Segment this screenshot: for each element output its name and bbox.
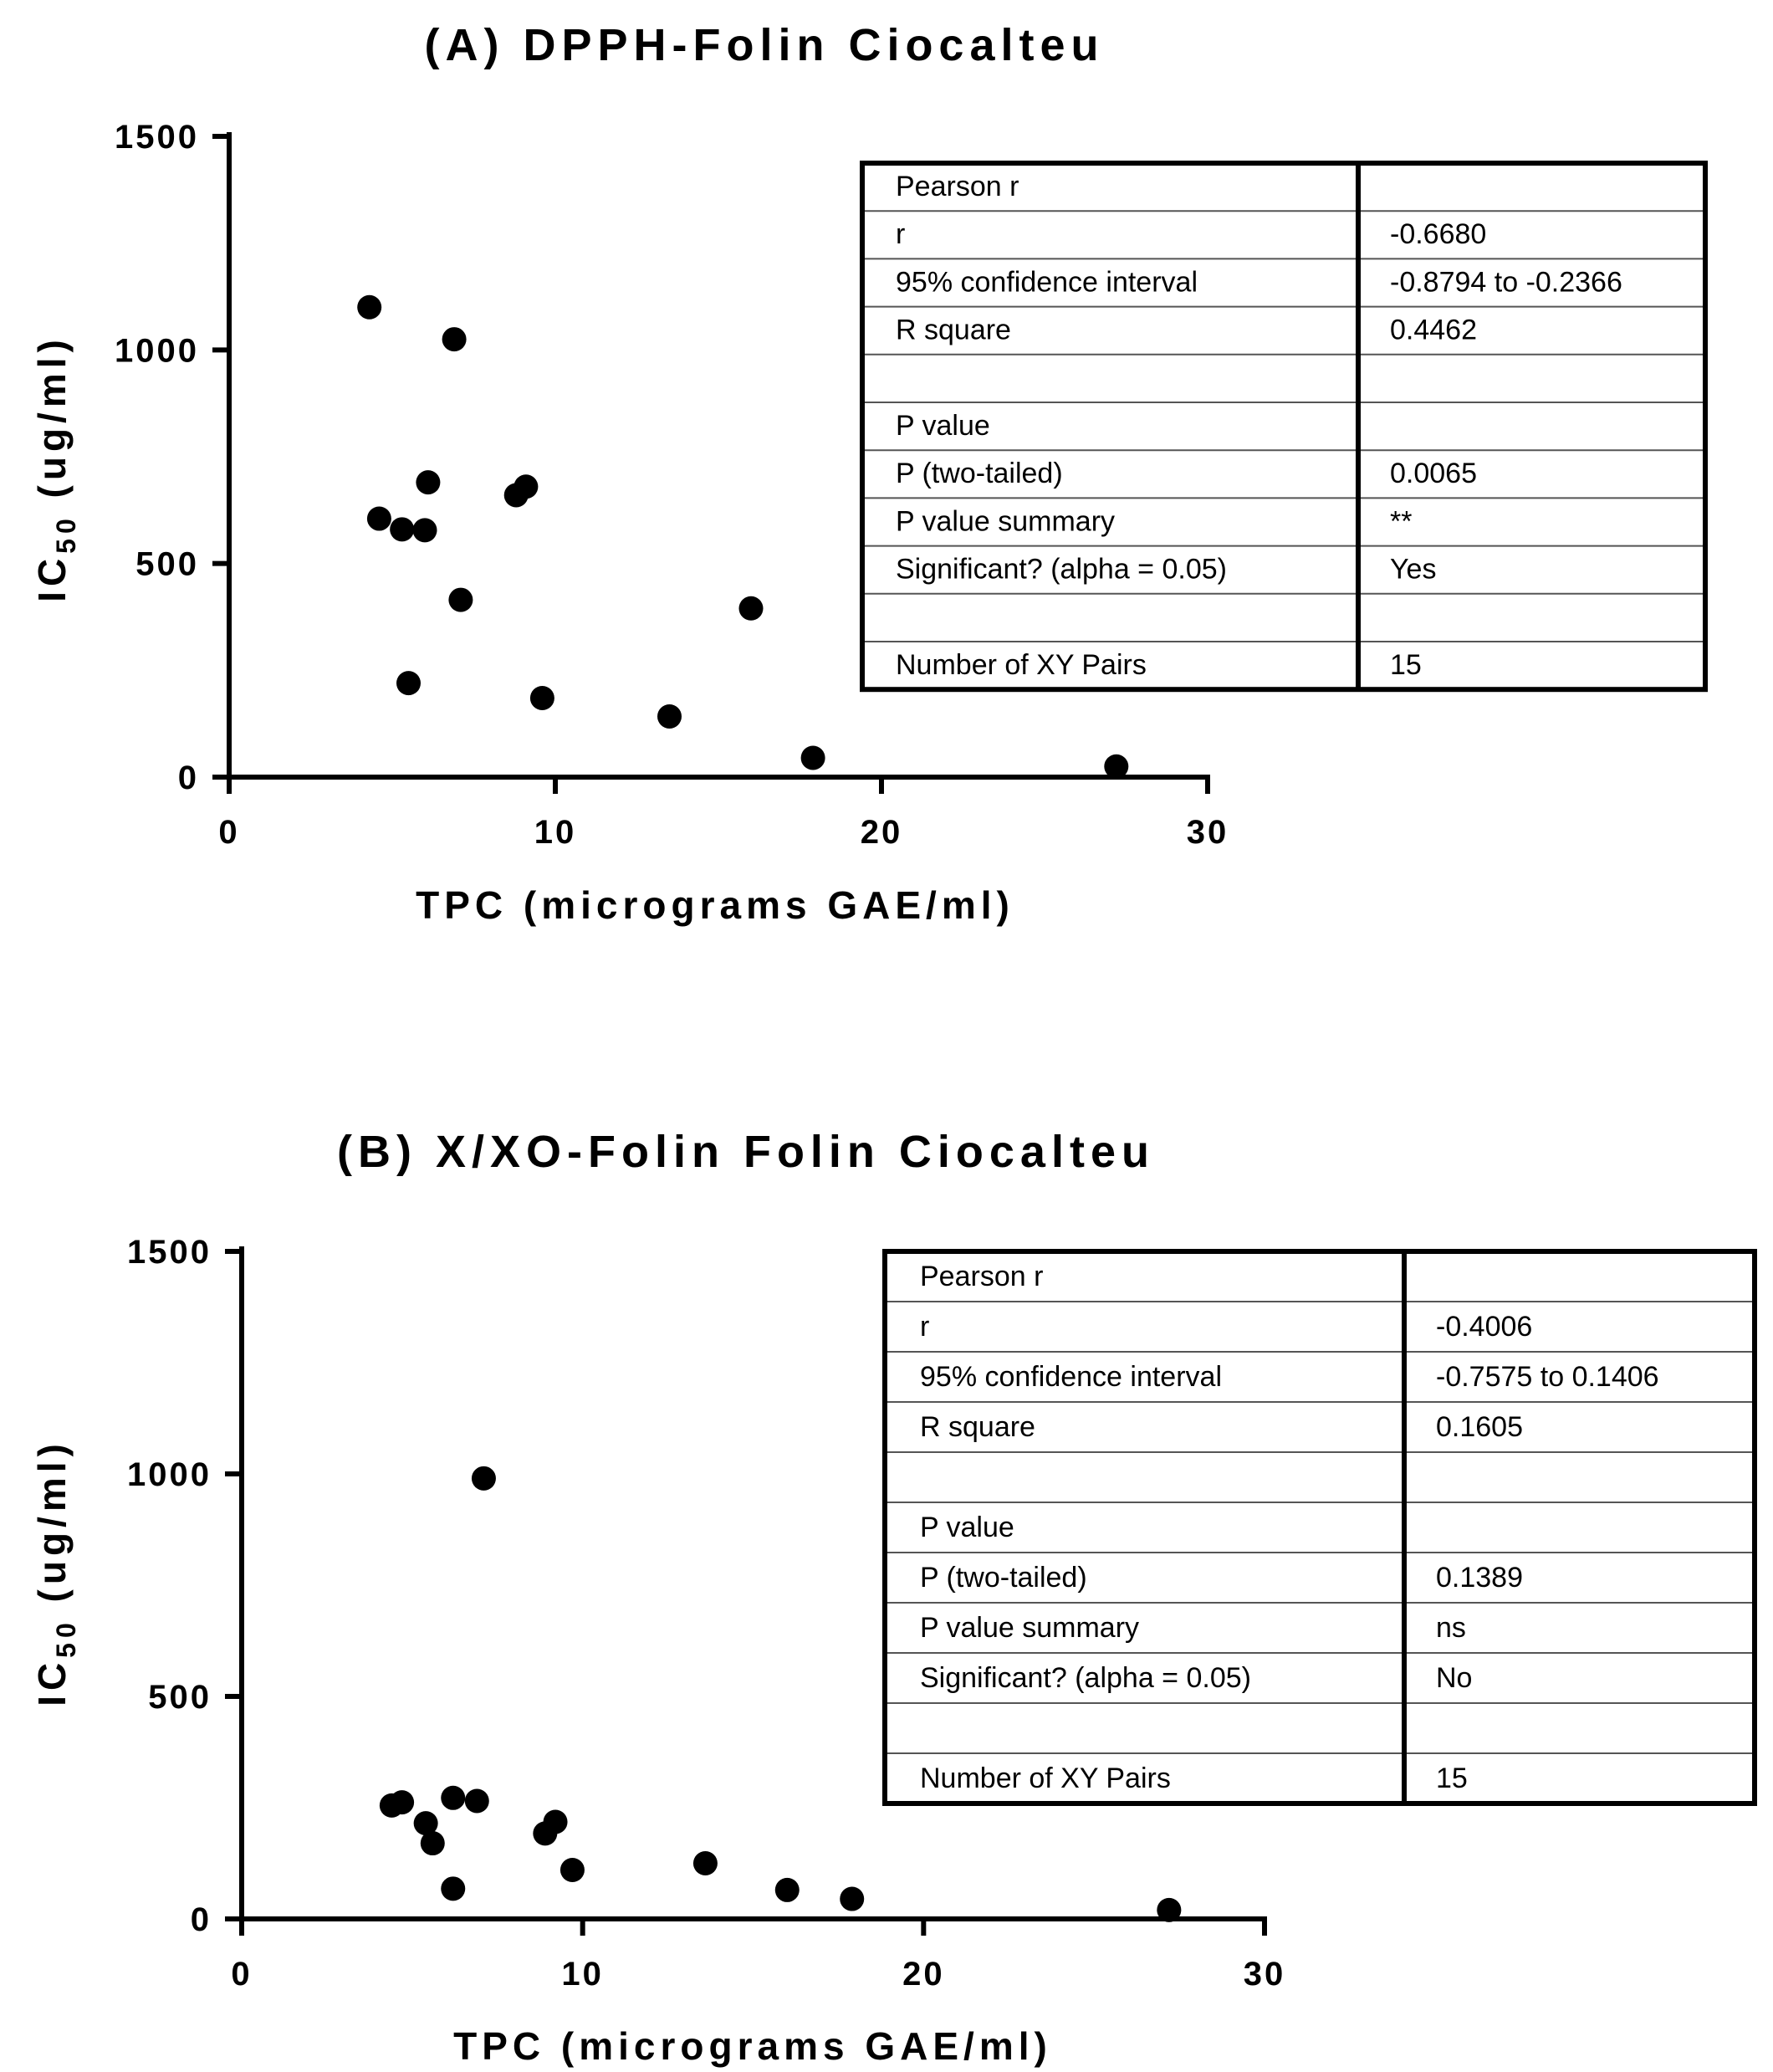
table-label-cell: Number of XY Pairs	[920, 1762, 1171, 1794]
data-point	[693, 1851, 718, 1875]
table-value-cell: -0.7575 to 0.1406	[1436, 1360, 1659, 1393]
table-label-cell: P value	[920, 1511, 1014, 1543]
y-tick-label: 500	[148, 1679, 212, 1716]
y-axis-title	[30, 335, 81, 602]
y-axis-title-main: IC	[30, 553, 74, 602]
table-value-cell: 0.1605	[1436, 1410, 1523, 1443]
data-point	[739, 596, 764, 621]
y-axis-title	[30, 1439, 81, 1706]
table-label-cell: R square	[896, 314, 1011, 346]
table-value-cell: Yes	[1390, 553, 1437, 586]
data-point	[840, 1887, 864, 1911]
table-value-cell: -0.4006	[1436, 1310, 1533, 1343]
x-tick-label: 0	[231, 1956, 253, 1993]
x-tick-label: 10	[561, 1956, 604, 1993]
table-border	[885, 1251, 1755, 1803]
x-tick-label: 20	[860, 814, 903, 851]
chart-title: (B) X/XO-Folin Folin Ciocalteu	[337, 1127, 1155, 1177]
data-point	[441, 1876, 465, 1901]
table-value-cell: No	[1436, 1661, 1473, 1694]
x-tick-label: 20	[902, 1956, 945, 1993]
table-value-cell: 0.4462	[1390, 314, 1477, 346]
y-axis-title-rest: (ug/ml)	[30, 335, 74, 514]
table-value-cell: 0.1389	[1436, 1561, 1523, 1594]
table-label-cell: 95% confidence interval	[896, 266, 1198, 299]
data-point	[560, 1858, 585, 1882]
data-point	[396, 671, 421, 695]
y-tick-label: 500	[135, 545, 199, 583]
chart-title: (A) DPPH-Folin Ciocalteu	[424, 20, 1105, 70]
table-label-cell: P value	[896, 409, 990, 442]
table-label-cell: Pearson r	[896, 170, 1019, 202]
data-point	[416, 470, 440, 494]
data-point	[1104, 755, 1128, 779]
x-tick-label: 30	[1243, 1956, 1286, 1993]
data-point	[472, 1466, 496, 1491]
data-point	[657, 704, 682, 729]
data-point	[442, 327, 467, 351]
panel-a	[30, 20, 1705, 927]
table-label-cell: Significant? (alpha = 0.05)	[896, 553, 1227, 586]
y-tick-label: 1500	[115, 119, 199, 156]
stats-table	[862, 163, 1705, 689]
table-value-cell: 0.0065	[1390, 458, 1477, 490]
x-tick-label: 10	[534, 814, 577, 851]
data-point	[448, 588, 473, 612]
table-label-cell: 95% confidence interval	[920, 1360, 1223, 1393]
y-tick-label: 1000	[127, 1456, 212, 1493]
table-label-cell: P value summary	[896, 505, 1116, 538]
data-point	[1157, 1898, 1181, 1922]
table-label-cell: r	[896, 218, 906, 251]
y-tick-label: 0	[190, 1901, 212, 1938]
table-label-cell: r	[920, 1310, 930, 1343]
data-point	[441, 1786, 465, 1810]
table-label-cell: P value summary	[920, 1611, 1140, 1644]
table-value-cell: **	[1390, 505, 1413, 538]
stats-table	[885, 1251, 1755, 1803]
table-value-cell: -0.8794 to -0.2366	[1390, 266, 1622, 299]
x-tick-label: 0	[218, 814, 240, 851]
y-tick-label: 1500	[127, 1234, 212, 1271]
table-label-cell: Number of XY Pairs	[896, 648, 1147, 681]
data-point	[465, 1789, 489, 1814]
data-point	[380, 1793, 404, 1818]
table-label-cell: R square	[920, 1410, 1035, 1443]
data-point	[504, 483, 529, 507]
x-axis-title: TPC (micrograms GAE/ml)	[416, 883, 1014, 927]
y-axis-title-subscript: 50	[51, 514, 81, 554]
data-point	[775, 1878, 800, 1902]
table-value-cell: -0.6680	[1390, 218, 1487, 251]
data-point	[413, 518, 437, 542]
y-tick-label: 0	[177, 760, 199, 796]
table-value-cell: 15	[1390, 648, 1422, 681]
table-label-cell: P (two-tailed)	[920, 1561, 1087, 1594]
data-point	[801, 746, 825, 770]
data-point	[357, 295, 381, 320]
data-point	[421, 1831, 445, 1855]
y-axis-title-main: IC	[30, 1657, 74, 1706]
y-tick-label: 1000	[115, 332, 199, 370]
data-point	[367, 507, 391, 531]
data-point	[530, 686, 554, 710]
table-value-cell: 15	[1436, 1762, 1468, 1794]
y-axis-title-rest: (ug/ml)	[30, 1439, 74, 1619]
data-point	[533, 1821, 557, 1845]
table-label-cell: P (two-tailed)	[896, 458, 1063, 490]
panel-b	[30, 1127, 1755, 2068]
table-label-cell: Significant? (alpha = 0.05)	[920, 1661, 1251, 1694]
x-tick-label: 30	[1186, 814, 1229, 851]
data-point	[390, 517, 414, 541]
y-axis-title-subscript: 50	[51, 1618, 81, 1658]
table-label-cell: Pearson r	[920, 1260, 1044, 1292]
x-axis-title: TPC (micrograms GAE/ml)	[453, 2024, 1052, 2068]
table-value-cell: ns	[1436, 1611, 1466, 1644]
